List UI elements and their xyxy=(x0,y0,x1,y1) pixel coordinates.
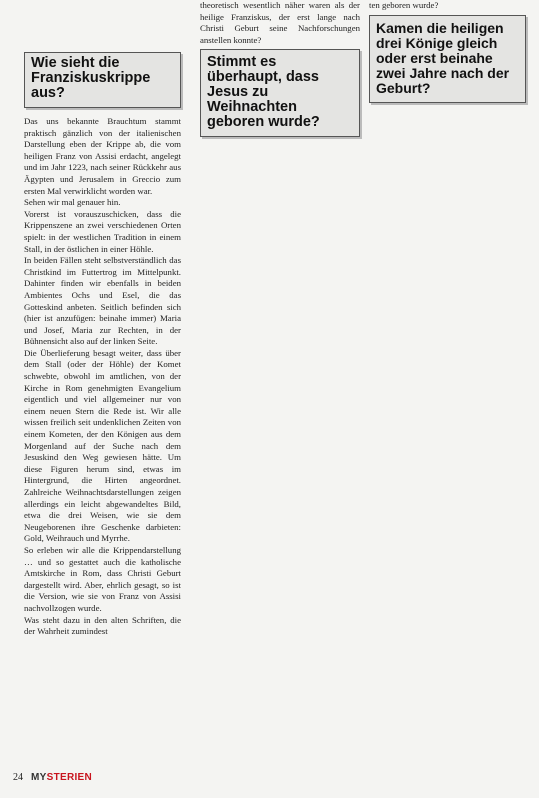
heading-box xyxy=(24,52,181,108)
continued-text xyxy=(369,0,526,12)
column-left xyxy=(24,0,181,638)
paragraph: ten geboren wurde? xyxy=(369,0,439,10)
logo-suffix: STERIEN xyxy=(46,772,93,783)
page-number: 24 xyxy=(13,772,23,783)
paragraph: theoretisch wesentlich näher waren als der heilige Franziskus, der erst lange nach Christi Geburt seine Nachforschungen anstellen konnte? xyxy=(200,0,360,45)
page-footer xyxy=(13,772,92,784)
paragraph: In beiden Fällen steht selbstverständlich das Christkind im Futtertrog im Mittelpunkt. Dahinter finden wir ebenfalls in beiden Ambientes Ochs und Esel, die das Gotteskind anbeten. Seitlich befinden sich (hier ist anzufügen: beinahe immer) Maria und Josef, Maria zur Rechten, in der Bühnensicht also auf der linken Seite. xyxy=(24,255,181,347)
heading-box xyxy=(369,15,526,103)
paragraph: So erleben wir alle die Krippendarstellung … und so gestattet auch die katholische Amtskirche in Rom, dass Christi Geburt dargestellt wird. Aber, ehrlich gesagt, so ist die Version, wie sie von Franz von Assisi nachvollzogen wurde. xyxy=(24,544,181,613)
paragraph: Das uns bekannte Brauchtum stammt praktisch gänzlich von der italienischen Darstellung eben der Krippe ab, die vom heiligen Franz von Assisi erdacht, angelegt und im Jahr 1223, nach seiner Rückkehr aus Ägypten und Jerusalem in Greccio zum ersten Mal verwirklicht worden war. xyxy=(24,116,181,196)
column-middle xyxy=(200,0,360,137)
column-right xyxy=(369,0,526,103)
paragraph: Was steht dazu in den alten Schriften, die der Wahrheit zumindest xyxy=(24,614,181,637)
magazine-logo xyxy=(31,772,92,784)
section-heading: Stimmt es überhaupt, dass Jesus zu Weihnachten geboren wurde? xyxy=(207,54,320,131)
paragraph: Vorerst ist vorauszuschicken, dass die Krippenszene an zwei verschiedenen Orten spielt: in der westlichen Tradition in einem Stall, in der östlichen in einer Höhle. xyxy=(24,208,181,254)
heading-box xyxy=(200,49,360,137)
paragraph: Die Überlieferung besagt weiter, dass über dem Stall (oder der Höhle) der Komet schwebte, obwohl im amtlichen, von der Kirche in Rom genehmigten Evangelium eigentlich und viel allgemeiner nur von einem neuen Stern die Rede ist. Wir alle wissen freilich seit undenklichen Zeiten von einem Kometen, der den Königen aus dem Morgenland auf der Suche nach dem Jesuskind den Weg gewiesen hätte. Um diese Figuren herum sind, etwas im Hintergrund, die Hirten angeordnet. Zahlreiche Weihnachtsdarstellungen zeigen allerdings ein leicht abgewandeltes Bild, etwa die drei Weisen, wie sie dem Neugeborenen ihre Geschenke darbieten: Gold, Weihrauch und Myrrhe. xyxy=(24,347,181,544)
article-text xyxy=(24,116,181,638)
section-heading: Kamen die heiligen drei Könige gleich oder erst beinahe zwei Jahre nach der Geburt? xyxy=(376,19,510,96)
continued-text xyxy=(200,0,360,46)
section-heading: Wie sieht die Franziskuskrippe aus? xyxy=(31,55,151,101)
paragraph: Sehen wir mal genauer hin. xyxy=(24,197,121,208)
logo-prefix: MY xyxy=(31,772,47,783)
